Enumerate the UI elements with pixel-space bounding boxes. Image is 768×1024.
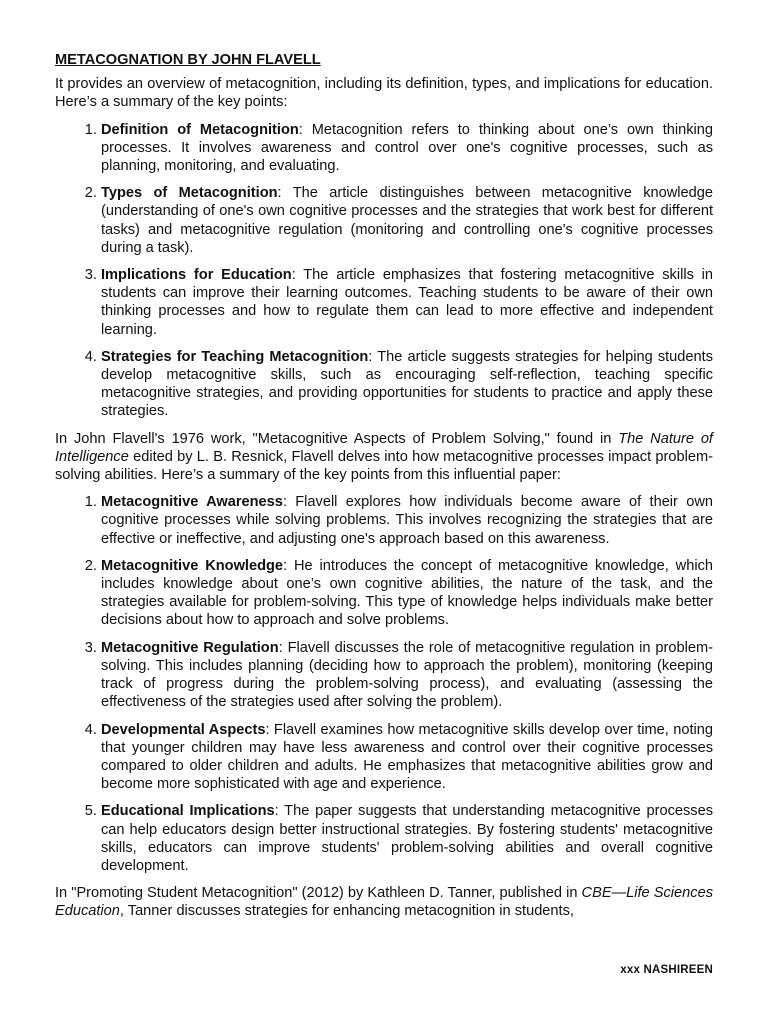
list-item: [101, 802, 713, 875]
list-item: [101, 639, 713, 712]
item-text: : Flavell examines how metacognitive skills develop over time, noting that younger children may have less awareness and control over their cognitive processes compared to older children and adults. He emphasizes that metacognitive abilities grow and become more sophisticated with age and experience.: [101, 721, 713, 793]
list-item: [101, 557, 713, 630]
item-text: : The article emphasizes that fostering metacognitive skills in students can improve their learning outcomes. Teaching students to be aware of their own thinking processes and how to regulate them can lead to more effective and independent learning.: [101, 267, 713, 338]
list-item: [101, 266, 713, 339]
journal-title: CBE—Life Sciences Education: [55, 885, 713, 920]
item-term: Implications for Education: [101, 267, 292, 284]
item-term: Strategies for Teaching Metacognition: [101, 348, 369, 365]
list-item: [101, 493, 713, 548]
para-text: In "Promoting Student Metacognition" (2012) by Kathleen D. Tanner, published in: [55, 885, 582, 902]
item-text: : The paper suggests that understanding metacognitive processes can help educators design better instructional strategies. By fostering students' metacognitive skills, educators can improve students' problem-solving abilities and overall cognitive development.: [101, 803, 713, 874]
item-text: : Flavell explores how individuals become aware of their own cognitive processes while solving problems. This involves recognizing the strategies that are effective or ineffective, and adjusting one's approach based on this awareness.: [101, 494, 713, 547]
item-text: : The article suggests strategies for helping students develop metacognitive skills, such as encouraging self-reflection, teaching specific metacognitive strategies, and providing opportunities for students to practice and apply these strategies.: [101, 348, 713, 420]
flavell-points-list: [55, 493, 713, 875]
item-text: : Metacognition refers to thinking about one’s own thinking processes. It involves awareness and control over one's cognitive processes, such as planning, monitoring, and evaluating.: [101, 121, 713, 175]
item-text: : The article distinguishes between metacognitive knowledge (understanding of one's own cognitive processes and the strategies that work best for different tasks) and metacognitive regulation (monitoring and controlling one's cognitive processes during a task).: [101, 185, 713, 256]
item-term: Metacognitive Regulation: [101, 639, 279, 656]
para-text: In John Flavell's 1976 work, "Metacognitive Aspects of Problem Solving," found in: [55, 430, 619, 447]
flavell-paragraph: [55, 430, 713, 485]
key-points-list: [55, 121, 713, 421]
item-term: Educational Implications: [101, 803, 275, 820]
item-text: : He introduces the concept of metacognitive knowledge, which includes knowledge about one’s own cognitive abilities, the nature of the task, and the strategies available for problem-solving. This type of knowledge helps individuals make better decisions about how to approach and solve problems.: [101, 557, 713, 629]
tanner-paragraph: [55, 884, 713, 920]
list-item: [101, 721, 713, 794]
item-term: Types of Metacognition: [101, 185, 278, 202]
document-page: [55, 44, 713, 930]
page-footer: xxx NASHIREEN: [620, 964, 713, 976]
item-term: Developmental Aspects: [101, 721, 266, 738]
para-text: , Tanner discusses strategies for enhancing metacognition in students,: [119, 903, 574, 920]
item-text: : Flavell discusses the role of metacognitive regulation in problem-solving. This includes planning (deciding how to approach the problem), monitoring (keeping track of progress during the problem-solving process), and evaluating (assessing the effectiveness of the strategies used after solving the problem).: [101, 639, 713, 711]
list-item: [101, 348, 713, 421]
item-term: Definition of Metacognition: [101, 121, 299, 138]
list-item: [101, 121, 713, 176]
item-term: Metacognitive Awareness: [101, 494, 283, 511]
item-term: Metacognitive Knowledge: [101, 557, 284, 574]
list-item: [101, 184, 713, 257]
document-title: METACOGNATION BY JOHN FLAVELL: [55, 52, 321, 68]
intro-paragraph: It provides an overview of metacognition, including its definition, types, and implications for education. Here’s a summary of the key points:: [55, 76, 713, 111]
book-title: The Nature of Intelligence: [55, 430, 713, 465]
para-text: edited by L. B. Resnick, Flavell delves into how metacognitive processes impact problem-solving abilities. Here’s a summary of the key points from this influential paper:: [55, 448, 713, 484]
